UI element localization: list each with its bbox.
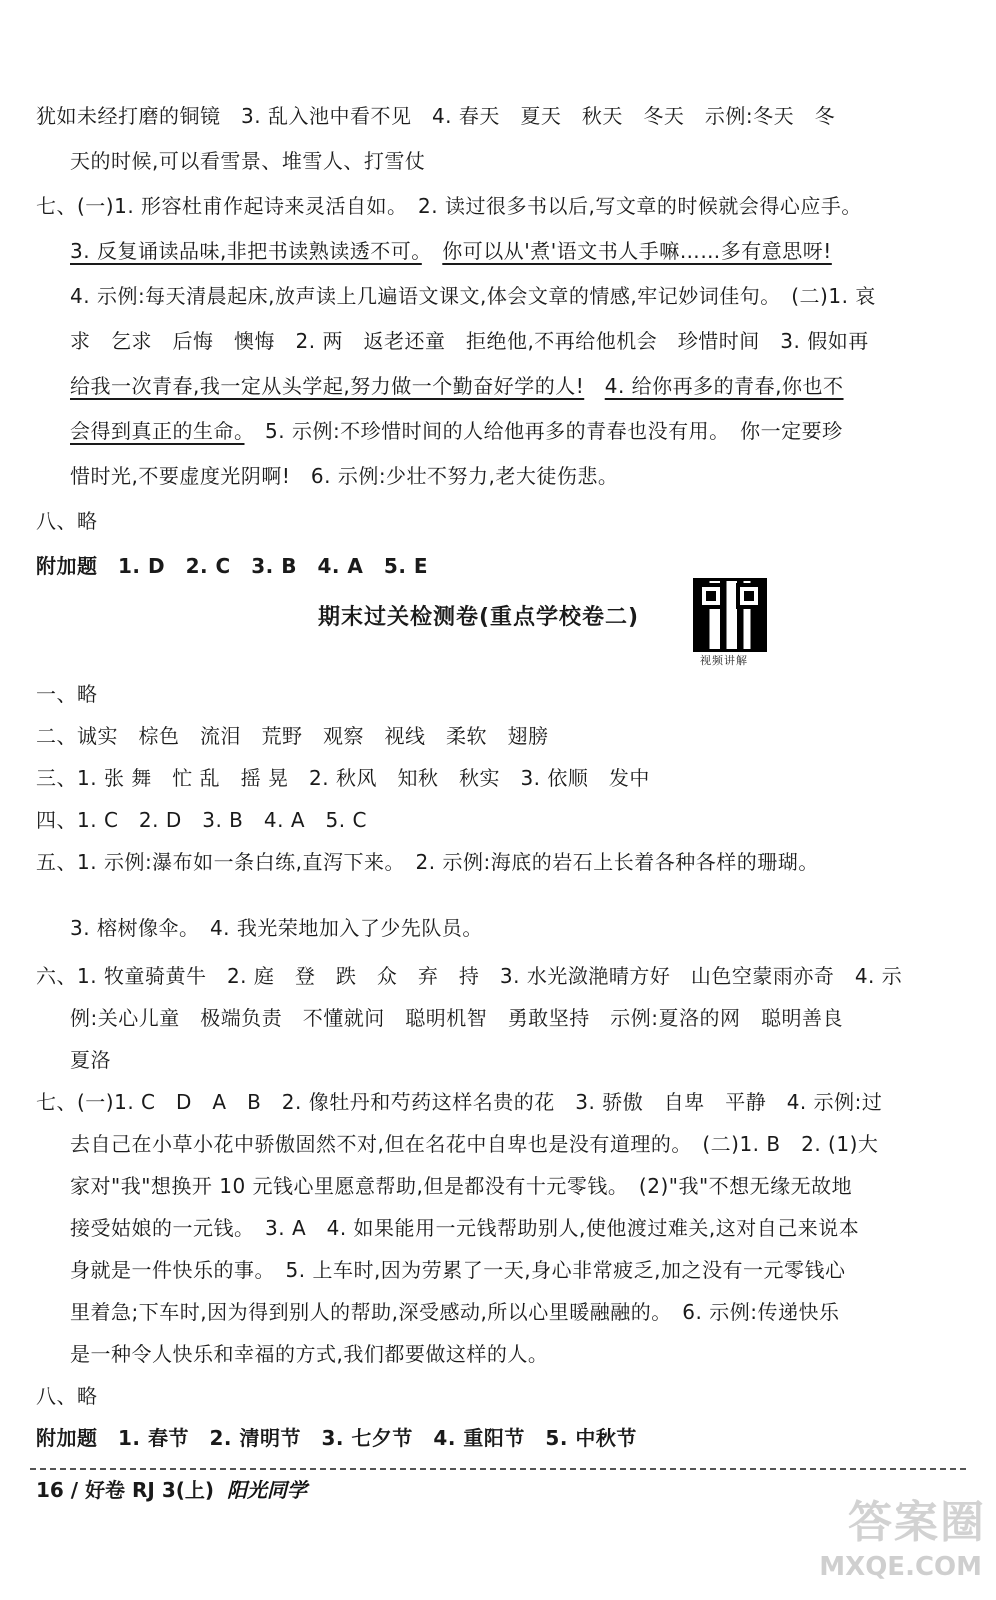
answer-line: 惜时光,不要虚度光阴啊! 6. 示例:少壮不努力,老大徒伤悲。	[70, 464, 619, 488]
footer-divider	[30, 1468, 966, 1470]
bonus-answers: 附加题 1. 春节 2. 清明节 3. 七夕节 4. 重阳节 5. 中秋节	[36, 1426, 637, 1450]
watermark-seal: 答案圈	[848, 1497, 986, 1548]
section-heading: 八、略	[36, 509, 98, 533]
answer-line: 犹如未经打磨的铜镜 3. 乱入池中看不见 4. 春天 夏天 秋天 冬天 示例:冬天 冬	[36, 104, 836, 128]
page-footer	[36, 1476, 307, 1504]
underlined-answer: 会得到真正的生命。	[70, 419, 245, 443]
qr-label: 视频讲解	[700, 654, 748, 667]
underlined-answer: 你可以从'煮'语文书人手嘛……多有意思呀!	[442, 239, 832, 263]
answer-line: 接受姑娘的一元钱。 3. A 4. 如果能用一元钱帮助别人,使他渡过难关,这对自己来说本	[70, 1216, 860, 1240]
answer-text: 5. 示例:不珍惜时间的人给他再多的青春也没有用。 你一定要珍	[265, 419, 843, 443]
answer-line: 求 乞求 后悔 懊悔 2. 两 返老还童 拒绝他,不再给他机会 珍惜时间 3. 假如再	[70, 329, 869, 353]
watermark-url: MXQE.COM	[819, 1552, 982, 1582]
bonus-answers: 附加题 1. D 2. C 3. B 4. A 5. E	[36, 554, 429, 578]
answer-line	[70, 417, 843, 445]
underlined-answer: 4. 给你再多的青春,你也不	[604, 374, 844, 398]
answer-line: 是一种令人快乐和幸福的方式,我们都要做这样的人。	[70, 1342, 549, 1366]
answer-line: 去自己在小草小花中骄傲固然不对,但在名花中自卑也是没有道理的。 (二)1. B 2. (1)大	[70, 1132, 879, 1156]
answer-line: 七、(一)1. C D A B 2. 像牡丹和芍药这样名贵的花 3. 骄傲 自卑 平静 4. 示例:过	[36, 1090, 883, 1114]
answer-line	[70, 372, 844, 400]
answer-line: 家对"我"想换开 10 元钱心里愿意帮助,但是都没有十元零钱。 (2)"我"不想无缘无故地	[70, 1174, 853, 1198]
answer-line: 五、1. 示例:瀑布如一条白练,直泻下来。 2. 示例:海底的岩石上长着各种各样的珊瑚。	[36, 850, 819, 874]
underlined-answer: 3. 反复诵读品味,非把书读熟读透不可。	[70, 239, 422, 263]
answer-line: 一、略	[36, 682, 98, 706]
page-number: 16 / 好卷 RJ 3(上)	[36, 1478, 215, 1502]
answer-line	[70, 237, 832, 265]
answer-line: 六、1. 牧童骑黄牛 2. 庭 登 跌 众 弃 持 3. 水光潋滟晴方好 山色空蒙雨亦奇 4. 示	[36, 964, 903, 988]
answer-line: 天的时候,可以看雪景、堆雪人、打雪仗	[70, 149, 426, 173]
section-title: 期末过关检测卷(重点学校卷二)	[318, 605, 640, 630]
answer-line: 里着急;下车时,因为得到别人的帮助,深受感动,所以心里暖融融的。 6. 示例:传递快乐	[70, 1300, 840, 1324]
underlined-answer: 给我一次青春,我一定从头学起,努力做一个勤奋好学的人!	[70, 374, 585, 398]
answer-line: 例:关心儿童 极端负责 不懂就问 聪明机智 勇敢坚持 示例:夏洛的网 聪明善良	[70, 1006, 843, 1030]
answer-line: 四、1. C 2. D 3. B 4. A 5. C	[36, 808, 367, 832]
answer-line: 七、(一)1. 形容杜甫作起诗来灵活自如。 2. 读过很多书以后,写文章的时候就会得心应手。	[36, 194, 862, 218]
answer-line: 身就是一件快乐的事。 5. 上车时,因为劳累了一天,身心非常疲乏,加之没有一元零钱心	[70, 1258, 846, 1282]
qr-code-icon[interactable]	[693, 578, 767, 652]
answer-line: 三、1. 张 舞 忙 乱 摇 晃 2. 秋风 知秋 秋实 3. 依顺 发中	[36, 766, 650, 790]
section-heading: 八、略	[36, 1384, 98, 1408]
answer-line: 3. 榕树像伞。 4. 我光荣地加入了少先队员。	[70, 916, 483, 940]
brand-logo: 阳光同学	[227, 1478, 307, 1502]
answer-line: 夏洛	[70, 1048, 111, 1072]
answer-line: 4. 示例:每天清晨起床,放声读上几遍语文课文,体会文章的情感,牢记妙词佳句。 (二)1. 哀	[70, 284, 876, 308]
answer-line: 二、诚实 棕色 流泪 荒野 观察 视线 柔软 翅膀	[36, 724, 549, 748]
